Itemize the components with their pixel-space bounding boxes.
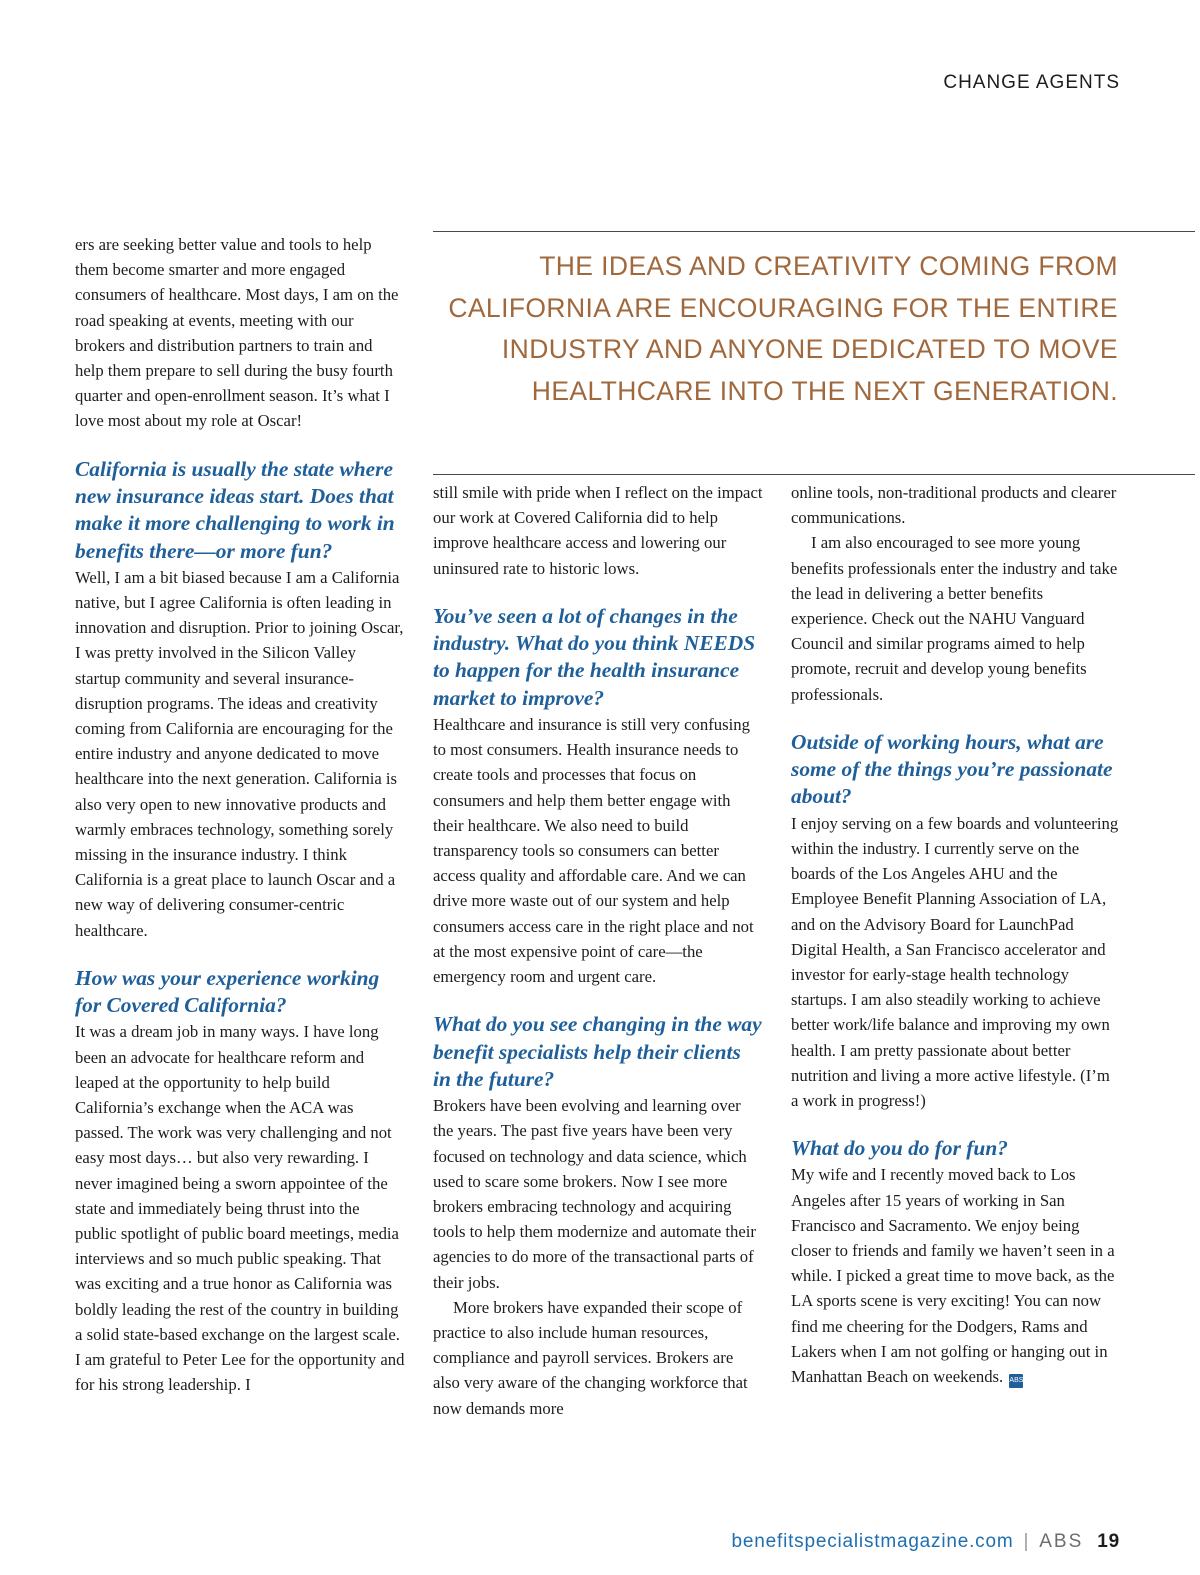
answer-paragraph-covered-california: It was a dream job in many ways. I have long been an advocate for healthcare reform and leaped at the opportunity to help build California’s exchange when the ACA was passed. The work was very challenging and not easy most days… but also very rewarding. I never imagined being a sworn appointee of the state and immediately being thrust into the public spotlight of public board meetings, media interviews and so much public speaking. That was exciting and a true honor as California was boldly leading the rest of the country in building a solid state-based exchange on the largest scale. I am grateful to Peter Lee for the opportunity and for his strong leadership. I — [75, 1022, 405, 1395]
column-2 — [433, 480, 763, 1421]
answer-paragraph-brokers-scope: More brokers have expanded their scope of practice to also include human resources, compliance and payroll services. Brokers are also very aware of the changing workforce that now demands more — [433, 1297, 748, 1418]
answer-paragraph-benefit-specialists: Brokers have been evolving and learning over the years. The past five years have been very focused on technology and data science, which used to scare some brokers. Now I see more brokers embracing technology and acquiring tools to help them modernize and automate their agencies to do more of the transactional parts of their jobs. — [433, 1096, 756, 1292]
answer-paragraph-passions: I enjoy serving on a few boards and volunteering within the industry. I currently serve on the boards of the Los Angeles AHU and the Employee Benefit Planning Association of LA, and on the Advisory Board for LaunchPad Digital Health, a San Francisco accelerator and investor for early-stage health technology startups. I am also steadily working to achieve better work/life balance and improving my own health. I am pretty passionate about better nutrition and living a more active lifestyle. (I’m a work in progress!) — [791, 813, 1119, 1110]
answer-paragraph-industry-changes: Healthcare and insurance is still very confusing to most consumers. Health insurance needs to create tools and processes that focus on consumers and help them better engage with their healthcare. We also need to build transparency tools so consumers can better access quality and affordable care. And we can drive more waste out of our system and help consumers access care in the right place and not at the most expensive point of care—the emergency room and urgent care. — [433, 715, 754, 987]
column-1 — [75, 232, 405, 1398]
body-paragraph-continued-2: online tools, non-traditional products and clearer communications. — [791, 483, 1117, 528]
question-heading-covered-california: How was your experience working for Covered California? — [75, 965, 380, 1018]
footer-brand: ABS — [1039, 1531, 1084, 1552]
answer-fun-text: My wife and I recently moved back to Los Angeles after 15 years of working in San Francisco and Sacramento. We enjoy being closer to friends and family we haven’t seen in a while. I picked a great time to move back, as the LA sports scene is very exciting! You can now find me cheering for the Dodgers, Rams and Lakers when I am not golfing or hanging out in Manhattan Beach on weekends. — [791, 1165, 1115, 1387]
pull-quote-text: THE IDEAS AND CREATIVITY COMING FROM CALIFORNIA ARE ENCOURAGING FOR THE ENTIRE INDUSTRY AND ANYONE DEDICATED TO MOVE HEALTHCARE INTO THE NEXT GENERATION. — [448, 251, 1118, 406]
answer-paragraph-fun — [791, 1162, 1121, 1389]
question-heading-industry-changes: You’ve seen a lot of changes in the industry. What do you think NEEDS to happen for the health insurance market to improve? — [433, 603, 756, 710]
body-paragraph-intro: ers are seeking better value and tools to help them become smarter and more engaged consumers of healthcare. Most days, I am on the road speaking at events, meeting with our brokers and distribution partners to train and help them prepare to sell during the busy fourth quarter and open-enrollment season. It’s what I love most about my role at Oscar! — [75, 235, 399, 431]
page-number: 19 — [1097, 1531, 1120, 1552]
footer-separator: | — [1023, 1531, 1030, 1552]
page-footer — [732, 1531, 1120, 1553]
body-paragraph-young-professionals: I am also encouraged to see more young benefits professionals enter the industry and take the lead in delivering a better benefits experience. Check out the NAHU Vanguard Council and similar programs aimed to help promote, recruit and develop young benefits professionals. — [791, 533, 1118, 704]
question-heading-california: California is usually the state where new insurance ideas start. Does that make it more challenging to work in benefits there—or more fun? — [75, 456, 395, 563]
column-3 — [791, 480, 1121, 1389]
abs-end-mark-icon: ABS — [1009, 1374, 1023, 1388]
body-paragraph-continued: still smile with pride when I reflect on the impact our work at Covered California did to help improve healthcare access and lowering our uninsured rate to historic lows. — [433, 483, 763, 578]
pull-quote — [433, 231, 1195, 475]
question-heading-passions: Outside of working hours, what are some of the things you’re passionate about? — [791, 729, 1113, 809]
answer-paragraph-california: Well, I am a bit biased because I am a California native, but I agree California is often leading in innovation and disruption. Prior to joining Oscar, I was pretty involved in the Silicon Valley startup community and several insurance-disruption programs. The ideas and creativity coming from California are encouraging for the entire industry and anyone dedicated to move healthcare into the next generation. California is also very open to new innovative products and warmly embraces technology, something sorely missing in the insurance industry. I think California is a great place to launch Oscar and a new way of delivering consumer-centric healthcare. — [75, 567, 404, 940]
question-heading-fun: What do you do for fun? — [791, 1136, 1008, 1161]
question-heading-benefit-specialists: What do you see changing in the way benefit specialists help their clients in the future? — [433, 1012, 762, 1091]
section-label: CHANGE AGENTS — [943, 72, 1120, 93]
footer-website-link[interactable]: benefitspecialistmagazine.com — [731, 1531, 1014, 1552]
